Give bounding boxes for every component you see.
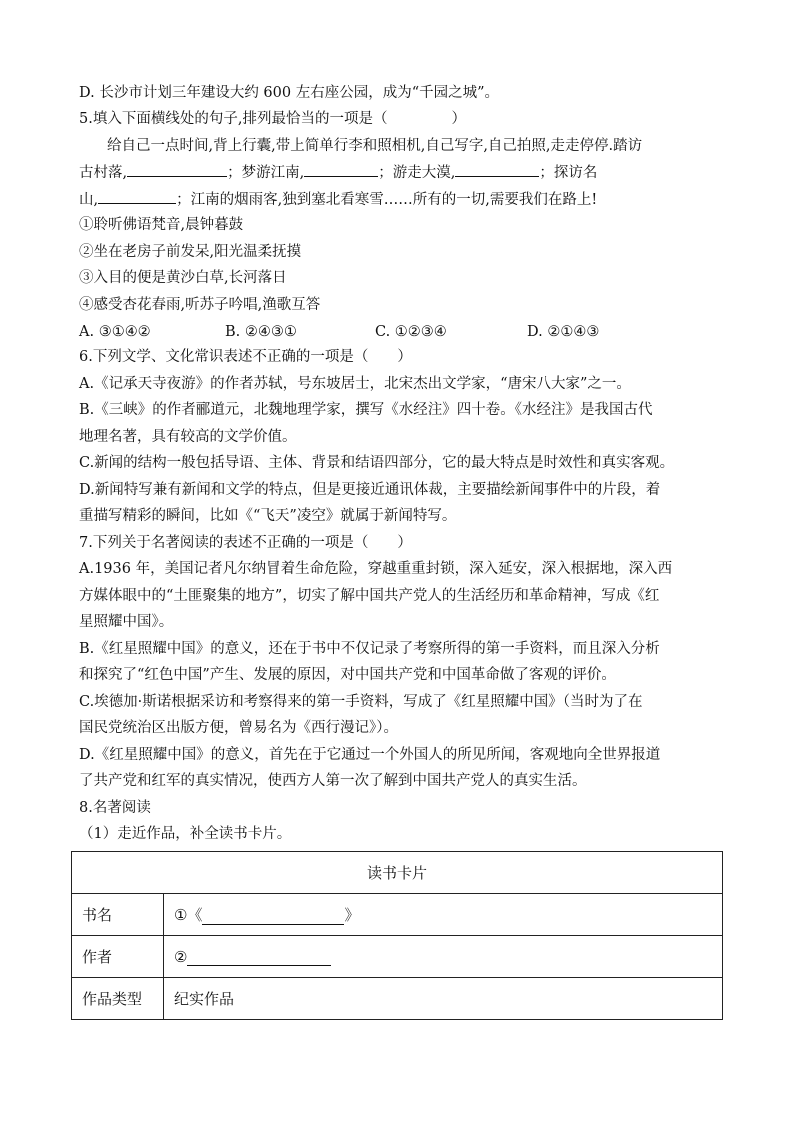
sentence-option: ③入目的便是黄沙白草,长河落日 [79, 270, 287, 286]
option-text: 地理名著，具有较高的文学价值。 [79, 429, 297, 445]
option-d: D. ②①④③ [527, 324, 600, 340]
card-value: 纪实作品 [164, 978, 723, 1020]
card-value: ①《 》 [164, 894, 723, 936]
card-label: 作品类型 [72, 978, 164, 1020]
option-text: D.《红星照耀中国》的意义，首先在于它通过一个外国人的所见所闻，客观地向全世界报道 [79, 747, 661, 763]
option-text: 重描写精彩的瞬间，比如《“飞天”凌空》就属于新闻特写。 [79, 508, 457, 524]
card-title: 读书卡片 [72, 852, 723, 894]
option-text: C.埃德加·斯诺根据采访和考察得来的第一手资料，写成了《红星照耀中国》（当时为了在 [79, 694, 643, 710]
question-7-stem: 7.下列关于名著阅读的表述不正确的一项是（ ） [79, 535, 412, 551]
question-5-stem: 5.填入下面横线处的句子,排列最恰当的一项是（ ） [79, 111, 466, 127]
card-row [72, 978, 723, 1020]
fill-blank [98, 189, 176, 204]
option-text: B.《红星照耀中国》的意义，还在于书中不仅记录了考察所得的第一手资料，而且深入分析 [79, 641, 660, 657]
passage-line: 山, ；江南的烟雨客,独到塞北看寒雪……所有的一切,需要我们在路上! [79, 189, 597, 210]
option-text: D.新闻特写兼有新闻和文学的特点，但是更接近通讯体裁，主要描绘新闻事件中的片段，着 [79, 482, 661, 498]
question-6-stem: 6.下列文学、文化常识表述不正确的一项是（ ） [79, 349, 412, 365]
option-c: C. ①②③④ [375, 324, 447, 340]
reading-card-table [71, 851, 723, 1020]
card-label: 作者 [72, 936, 164, 978]
fill-blank [304, 162, 378, 177]
option-b: B. ②④③① [225, 324, 297, 340]
option-text: 方媒体眼中的“土匪聚集的地方”，切实了解中国共产党人的生活经历和革命精神，写成《红 [79, 588, 660, 604]
sentence-option: ②坐在老房子前发呆,阳光温柔抚摸 [79, 244, 302, 260]
fill-blank [187, 949, 331, 966]
sentence-option: ①聆听佛语梵音,晨钟暮鼓 [79, 217, 244, 233]
answer-options [79, 322, 599, 342]
card-row [72, 894, 723, 936]
card-label: 书名 [72, 894, 164, 936]
option-text: 了共产党和红军的真实情况，使西方人第一次了解到中国共产党人的真实生活。 [79, 773, 587, 789]
option-text: 国民党统治区出版方便，曾易名为《西行漫记》）。 [79, 720, 398, 736]
fill-blank [202, 908, 344, 925]
option-a: A. ③①④② [79, 324, 151, 340]
passage-line: 古村落, ；梦游江南, ；游走大漠, ；探访名 [79, 162, 597, 183]
card-row [72, 936, 723, 978]
fill-blank [127, 162, 227, 177]
option-text: 星照耀中国》。 [79, 614, 174, 630]
passage-line: 给自己一点时间,背上行囊,带上简单行李和照相机,自己写字,自己拍照,走走停停.踏访 [107, 138, 643, 154]
sentence-option: ④感受杏花春雨,听苏子吟唱,渔歌互答 [79, 297, 321, 313]
option-d-q4: D. 长沙市计划三年建设大约 600 左右座公园，成为“千园之城”。 [79, 85, 500, 101]
card-value: ② [164, 936, 723, 978]
option-text: C.新闻的结构一般包括导语、主体、背景和结语四部分，它的最大特点是时效性和真实客观。 [79, 455, 675, 471]
fill-blank [455, 162, 539, 177]
option-text: B.《三峡》的作者郦道元，北魏地理学家，撰写《水经注》四十卷。《水经注》是我国古代 [79, 402, 653, 418]
option-text: A.1936 年，美国记者凡尔纳冒着生命危险，穿越重重封锁，深入延安，深入根据地，深入西 [79, 561, 673, 577]
option-text: 和探究了“红色中国”产生、发展的原因，对中国共产党和中国革命做了客观的评价。 [79, 667, 616, 683]
sub-question: （1）走近作品，补全读书卡片。 [79, 826, 292, 842]
option-text: A.《记承天寺夜游》的作者苏轼，号东坡居士，北宋杰出文学家，“唐宋八大家”之一。 [79, 376, 631, 392]
question-8-stem: 8.名著阅读 [79, 800, 151, 816]
